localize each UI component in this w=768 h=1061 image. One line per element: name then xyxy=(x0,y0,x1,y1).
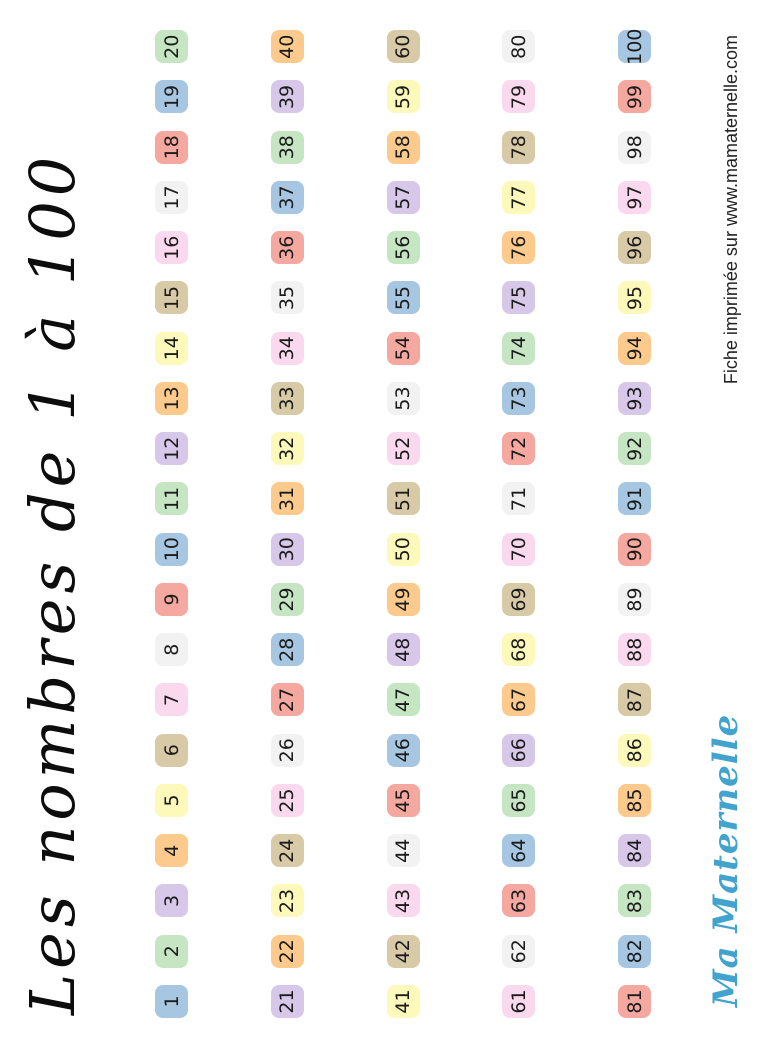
number-cell: 5 xyxy=(155,784,188,817)
number-cell: 53 xyxy=(387,382,420,415)
number-cell: 31 xyxy=(271,483,304,516)
number-cell: 16 xyxy=(155,231,188,264)
number-cell: 74 xyxy=(502,332,535,365)
number-cell: 62 xyxy=(502,935,535,968)
number-cell: 97 xyxy=(618,181,651,214)
number-cell: 81 xyxy=(618,985,651,1018)
number-cell: 71 xyxy=(502,483,535,516)
number-cell: 35 xyxy=(271,282,304,315)
number-cell: 67 xyxy=(502,684,535,717)
number-cell: 82 xyxy=(618,935,651,968)
number-cell: 32 xyxy=(271,432,304,465)
ma-maternelle-logo: Ma Maternelle xyxy=(706,713,746,1007)
number-cell: 43 xyxy=(387,885,420,918)
number-cell: 8 xyxy=(155,633,188,666)
number-cell: 58 xyxy=(387,131,420,164)
number-cell: 4 xyxy=(155,834,188,867)
number-cell: 64 xyxy=(502,834,535,867)
number-row xyxy=(271,30,304,1018)
number-cell: 88 xyxy=(618,633,651,666)
number-cell: 19 xyxy=(155,81,188,114)
number-row xyxy=(387,30,420,1018)
number-cell: 49 xyxy=(387,583,420,616)
number-cell: 91 xyxy=(618,483,651,516)
number-cell: 23 xyxy=(271,885,304,918)
number-cell: 25 xyxy=(271,784,304,817)
number-cell: 41 xyxy=(387,985,420,1018)
number-cell: 34 xyxy=(271,332,304,365)
number-cell: 95 xyxy=(618,282,651,315)
number-cell: 65 xyxy=(502,784,535,817)
number-cell: 24 xyxy=(271,834,304,867)
number-cell: 45 xyxy=(387,784,420,817)
number-cell: 96 xyxy=(618,231,651,264)
number-row xyxy=(155,30,188,1018)
number-cell: 27 xyxy=(271,684,304,717)
number-cell: 93 xyxy=(618,382,651,415)
number-cell: 28 xyxy=(271,633,304,666)
number-cell: 33 xyxy=(271,382,304,415)
number-cell: 98 xyxy=(618,131,651,164)
number-cell: 86 xyxy=(618,734,651,767)
number-cell: 3 xyxy=(155,885,188,918)
number-cell: 94 xyxy=(618,332,651,365)
number-cell: 6 xyxy=(155,734,188,767)
number-cell: 75 xyxy=(502,282,535,315)
number-cell: 26 xyxy=(271,734,304,767)
number-cell: 51 xyxy=(387,483,420,516)
number-cell: 7 xyxy=(155,684,188,717)
number-cell: 39 xyxy=(271,81,304,114)
number-cell: 100 xyxy=(618,30,651,63)
number-cell: 57 xyxy=(387,181,420,214)
number-cell: 90 xyxy=(618,533,651,566)
number-cell: 78 xyxy=(502,131,535,164)
number-cell: 29 xyxy=(271,583,304,616)
number-cell: 84 xyxy=(618,834,651,867)
number-cell: 30 xyxy=(271,533,304,566)
number-cell: 12 xyxy=(155,432,188,465)
number-cell: 40 xyxy=(271,30,304,63)
number-cell: 14 xyxy=(155,332,188,365)
number-cell: 9 xyxy=(155,583,188,616)
number-cell: 63 xyxy=(502,885,535,918)
number-cell: 13 xyxy=(155,382,188,415)
number-cell: 37 xyxy=(271,181,304,214)
number-cell: 60 xyxy=(387,30,420,63)
number-cell: 89 xyxy=(618,583,651,616)
attribution-text: Fiche imprimée sur www.mamaternelle.com xyxy=(721,35,741,385)
number-cell: 55 xyxy=(387,282,420,315)
number-cell: 44 xyxy=(387,834,420,867)
number-cell: 87 xyxy=(618,684,651,717)
number-cell: 48 xyxy=(387,633,420,666)
number-cell: 36 xyxy=(271,231,304,264)
number-cell: 85 xyxy=(618,784,651,817)
number-cell: 80 xyxy=(502,30,535,63)
number-cell: 59 xyxy=(387,81,420,114)
number-row xyxy=(502,30,535,1018)
number-cell: 61 xyxy=(502,985,535,1018)
number-cell: 1 xyxy=(155,985,188,1018)
number-cell: 79 xyxy=(502,81,535,114)
number-cell: 70 xyxy=(502,533,535,566)
number-cell: 77 xyxy=(502,181,535,214)
number-cell: 50 xyxy=(387,533,420,566)
number-cell: 15 xyxy=(155,282,188,315)
number-cell: 68 xyxy=(502,633,535,666)
number-cell: 46 xyxy=(387,734,420,767)
number-cell: 66 xyxy=(502,734,535,767)
number-cell: 72 xyxy=(502,432,535,465)
number-cell: 47 xyxy=(387,684,420,717)
number-cell: 22 xyxy=(271,935,304,968)
number-cell: 56 xyxy=(387,231,420,264)
number-cell: 18 xyxy=(155,131,188,164)
number-cell: 2 xyxy=(155,935,188,968)
number-cell: 69 xyxy=(502,583,535,616)
number-cell: 83 xyxy=(618,885,651,918)
number-cell: 17 xyxy=(155,181,188,214)
number-cell: 99 xyxy=(618,81,651,114)
number-cell: 38 xyxy=(271,131,304,164)
number-cell: 42 xyxy=(387,935,420,968)
number-cell: 21 xyxy=(271,985,304,1018)
number-cell: 52 xyxy=(387,432,420,465)
number-cell: 54 xyxy=(387,332,420,365)
number-cell: 20 xyxy=(155,30,188,63)
page-title: Les nombres de 1 à 100 xyxy=(16,151,89,1015)
number-cell: 92 xyxy=(618,432,651,465)
number-cell: 73 xyxy=(502,382,535,415)
number-cell: 10 xyxy=(155,533,188,566)
number-cell: 11 xyxy=(155,483,188,516)
number-row xyxy=(618,30,651,1018)
number-cell: 76 xyxy=(502,231,535,264)
